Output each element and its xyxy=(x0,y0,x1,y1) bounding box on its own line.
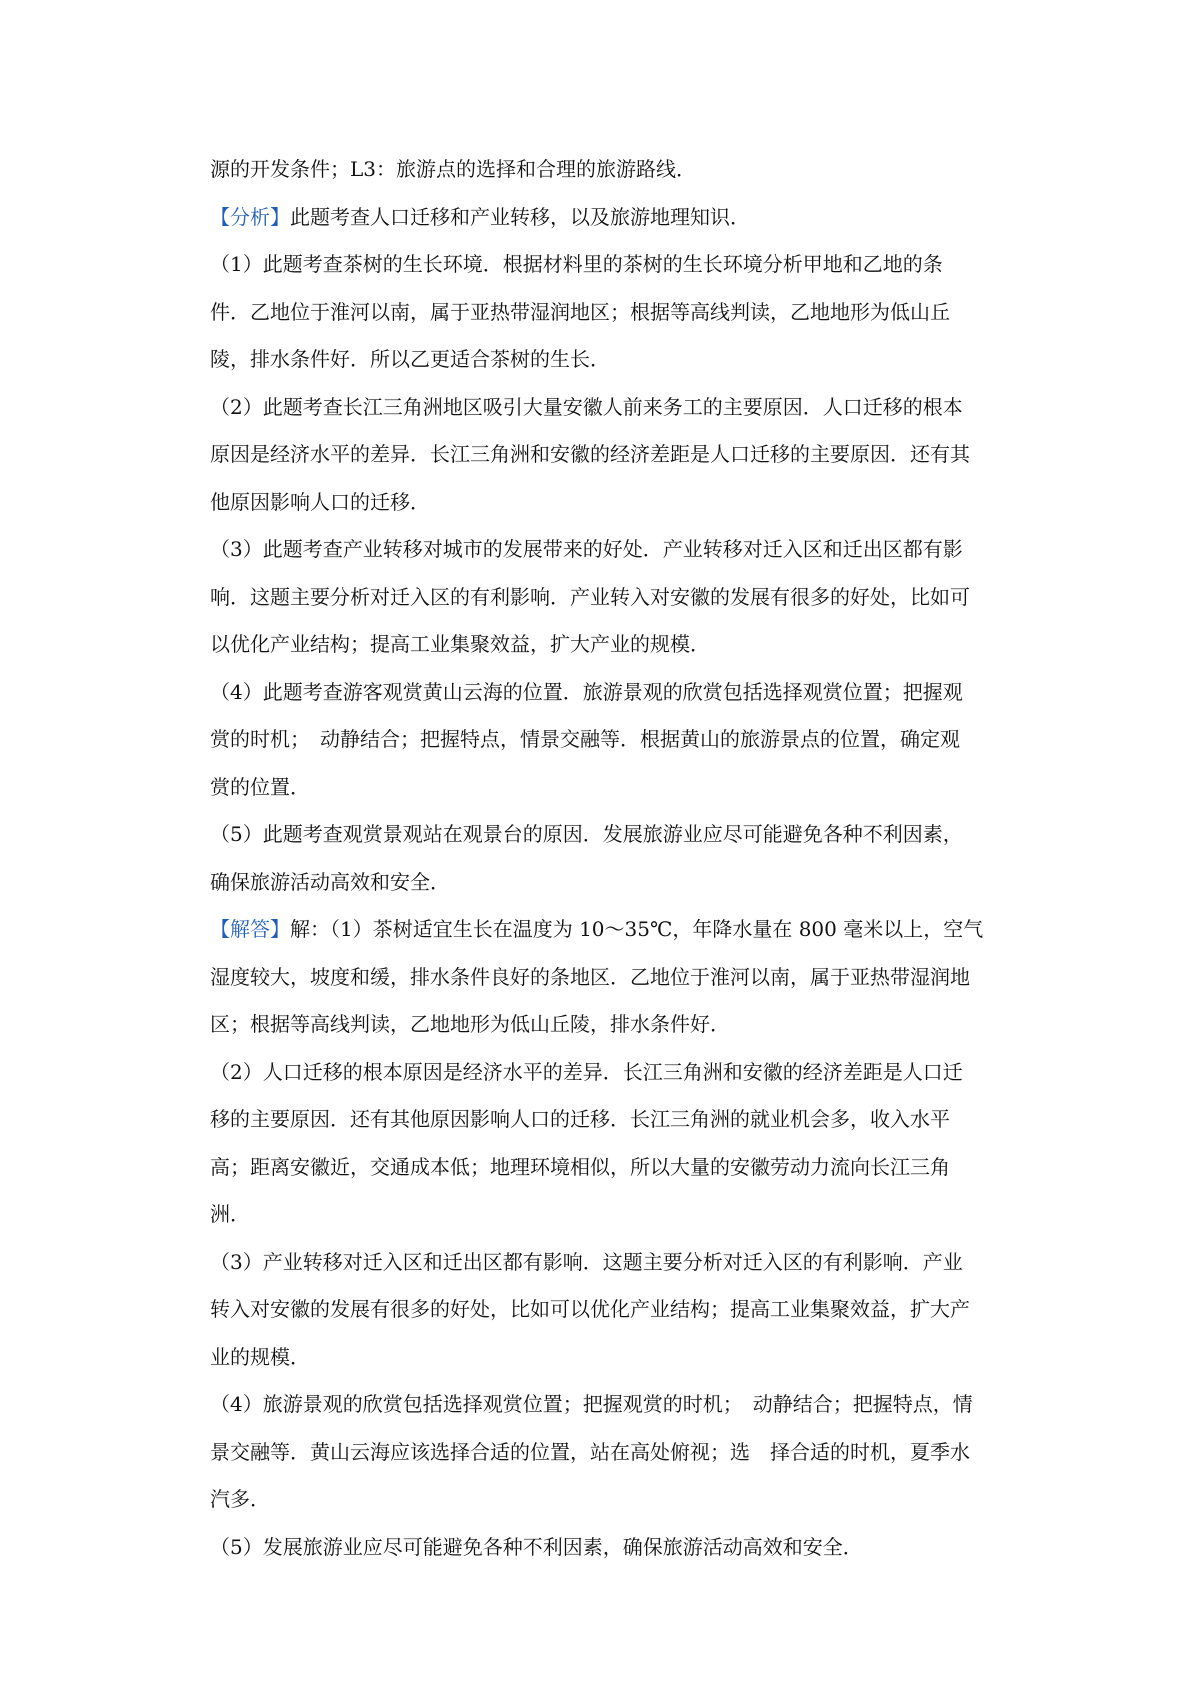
analysis-item-3-line-3: 以优化产业结构；提高工业集聚效益，扩大产业的规模． xyxy=(210,632,710,656)
answer-item-5 xyxy=(210,1524,1030,1572)
document-body xyxy=(210,146,1030,1571)
intro-line: 源的开发条件；L3：旅游点的选择和合理的旅游路线． xyxy=(210,157,697,181)
analysis-item-3 xyxy=(210,526,1030,669)
analysis-item-4 xyxy=(210,669,1030,812)
answer-item-4 xyxy=(210,1381,1030,1524)
analysis-summary: 此题考查人口迁移和产业转移，以及旅游地理知识． xyxy=(290,204,750,229)
answer-label: 【解答】 xyxy=(210,917,290,941)
answer-item-3 xyxy=(210,1239,1030,1382)
answer-item-3-line-3: 业的规模． xyxy=(210,1344,310,1369)
analysis-item-4-line-1: （4）此题考查游客观赏黄山云海的位置．旅游景观的欣赏包括选择观赏位置；把握观 xyxy=(210,679,963,704)
analysis-item-5-line-2: 确保旅游活动高效和安全． xyxy=(210,869,450,894)
analysis-item-1-line-1: （1）此题考查茶树的生长环境．根据材料里的茶树的生长环境分析甲地和乙地的条 xyxy=(210,252,943,276)
answer-item-2-line-3: 高；距离安徽近，交通成本低；地理环境相似，所以大量的安徽劳动力流向长江三角 xyxy=(210,1154,950,1179)
answer-item-4-line-2: 景交融等．黄山云海应该选择合适的位置，站在高处俯视；选 择合适的时机，夏季水 xyxy=(210,1439,970,1464)
analysis-item-2-line-1: （2）此题考查长江三角洲地区吸引大量安徽人前来务工的主要原因．人口迁移的根本 xyxy=(210,394,963,419)
answer-item-2 xyxy=(210,1049,1030,1239)
analysis-item-2 xyxy=(210,384,1030,527)
answer-item-4-line-1: （4）旅游景观的欣赏包括选择观赏位置；把握观赏的时机； 动静结合；把握特点，情 xyxy=(210,1392,973,1416)
analysis-item-2-line-3: 他原因影响人口的迁移． xyxy=(210,489,430,514)
analysis-item-1 xyxy=(210,241,1030,384)
answer-item-5-line-1: （5）发展旅游业应尽可能避免各种不利因素，确保旅游活动高效和安全． xyxy=(210,1534,863,1559)
analysis-item-1-line-3: 陵，排水条件好．所以乙更适合茶树的生长． xyxy=(210,347,610,371)
intro-paragraph xyxy=(210,146,1030,194)
answer-item-1-line-1 xyxy=(210,906,1030,954)
analysis-item-5-line-1: （5）此题考查观赏景观站在观景台的原因．发展旅游业应尽可能避免各种不利因素， xyxy=(210,822,963,846)
analysis-item-5 xyxy=(210,811,1030,906)
answer-item-4-line-3: 汽多． xyxy=(210,1487,270,1511)
answer-item-3-line-1: （3）产业转移对迁入区和迁出区都有影响．这题主要分析对迁入区的有利影响．产业 xyxy=(210,1249,963,1274)
answer-item-2-line-4: 洲． xyxy=(210,1202,250,1226)
answer-item-1-first-text: 解：（1）茶树适宜生长在温度为 10～35℃，年降水量在 800 毫米以上，空气 xyxy=(290,917,984,941)
analysis-item-3-line-2: 响．这题主要分析对迁入区的有利影响．产业转入对安徽的发展有很多的好处，比如可 xyxy=(210,584,970,609)
answer-item-1-line-3: 区；根据等高线判读，乙地地形为低山丘陵，排水条件好． xyxy=(210,1012,730,1036)
analysis-label: 【分析】 xyxy=(210,204,290,229)
analysis-heading-paragraph xyxy=(210,194,1030,242)
answer-item-3-line-2: 转入对安徽的发展有很多的好处，比如可以优化产业结构；提高工业集聚效益，扩大产 xyxy=(210,1297,970,1321)
answer-item-1-line-2: 湿度较大，坡度和缓，排水条件良好的条地区．乙地位于淮河以南，属于亚热带湿润地 xyxy=(210,964,970,989)
analysis-item-1-line-2: 件．乙地位于淮河以南，属于亚热带湿润地区；根据等高线判读，乙地地形为低山丘 xyxy=(210,299,950,324)
analysis-heading-line xyxy=(210,194,1030,242)
answer-item-2-line-1: （2）人口迁移的根本原因是经济水平的差异．长江三角洲和安徽的经济差距是人口迁 xyxy=(210,1059,963,1084)
analysis-item-2-line-2: 原因是经济水平的差异．长江三角洲和安徽的经济差距是人口迁移的主要原因．还有其 xyxy=(210,442,970,466)
answer-item-1 xyxy=(210,906,1030,1049)
answer-item-2-line-2: 移的主要原因．还有其他原因影响人口的迁移．长江三角洲的就业机会多，收入水平 xyxy=(210,1107,950,1131)
analysis-item-4-line-3: 赏的位置． xyxy=(210,774,310,799)
analysis-item-4-line-2: 赏的时机； 动静结合；把握特点，情景交融等．根据黄山的旅游景点的位置，确定观 xyxy=(210,727,960,751)
analysis-item-3-line-1: （3）此题考查产业转移对城市的发展带来的好处．产业转移对迁入区和迁出区都有影 xyxy=(210,537,963,561)
